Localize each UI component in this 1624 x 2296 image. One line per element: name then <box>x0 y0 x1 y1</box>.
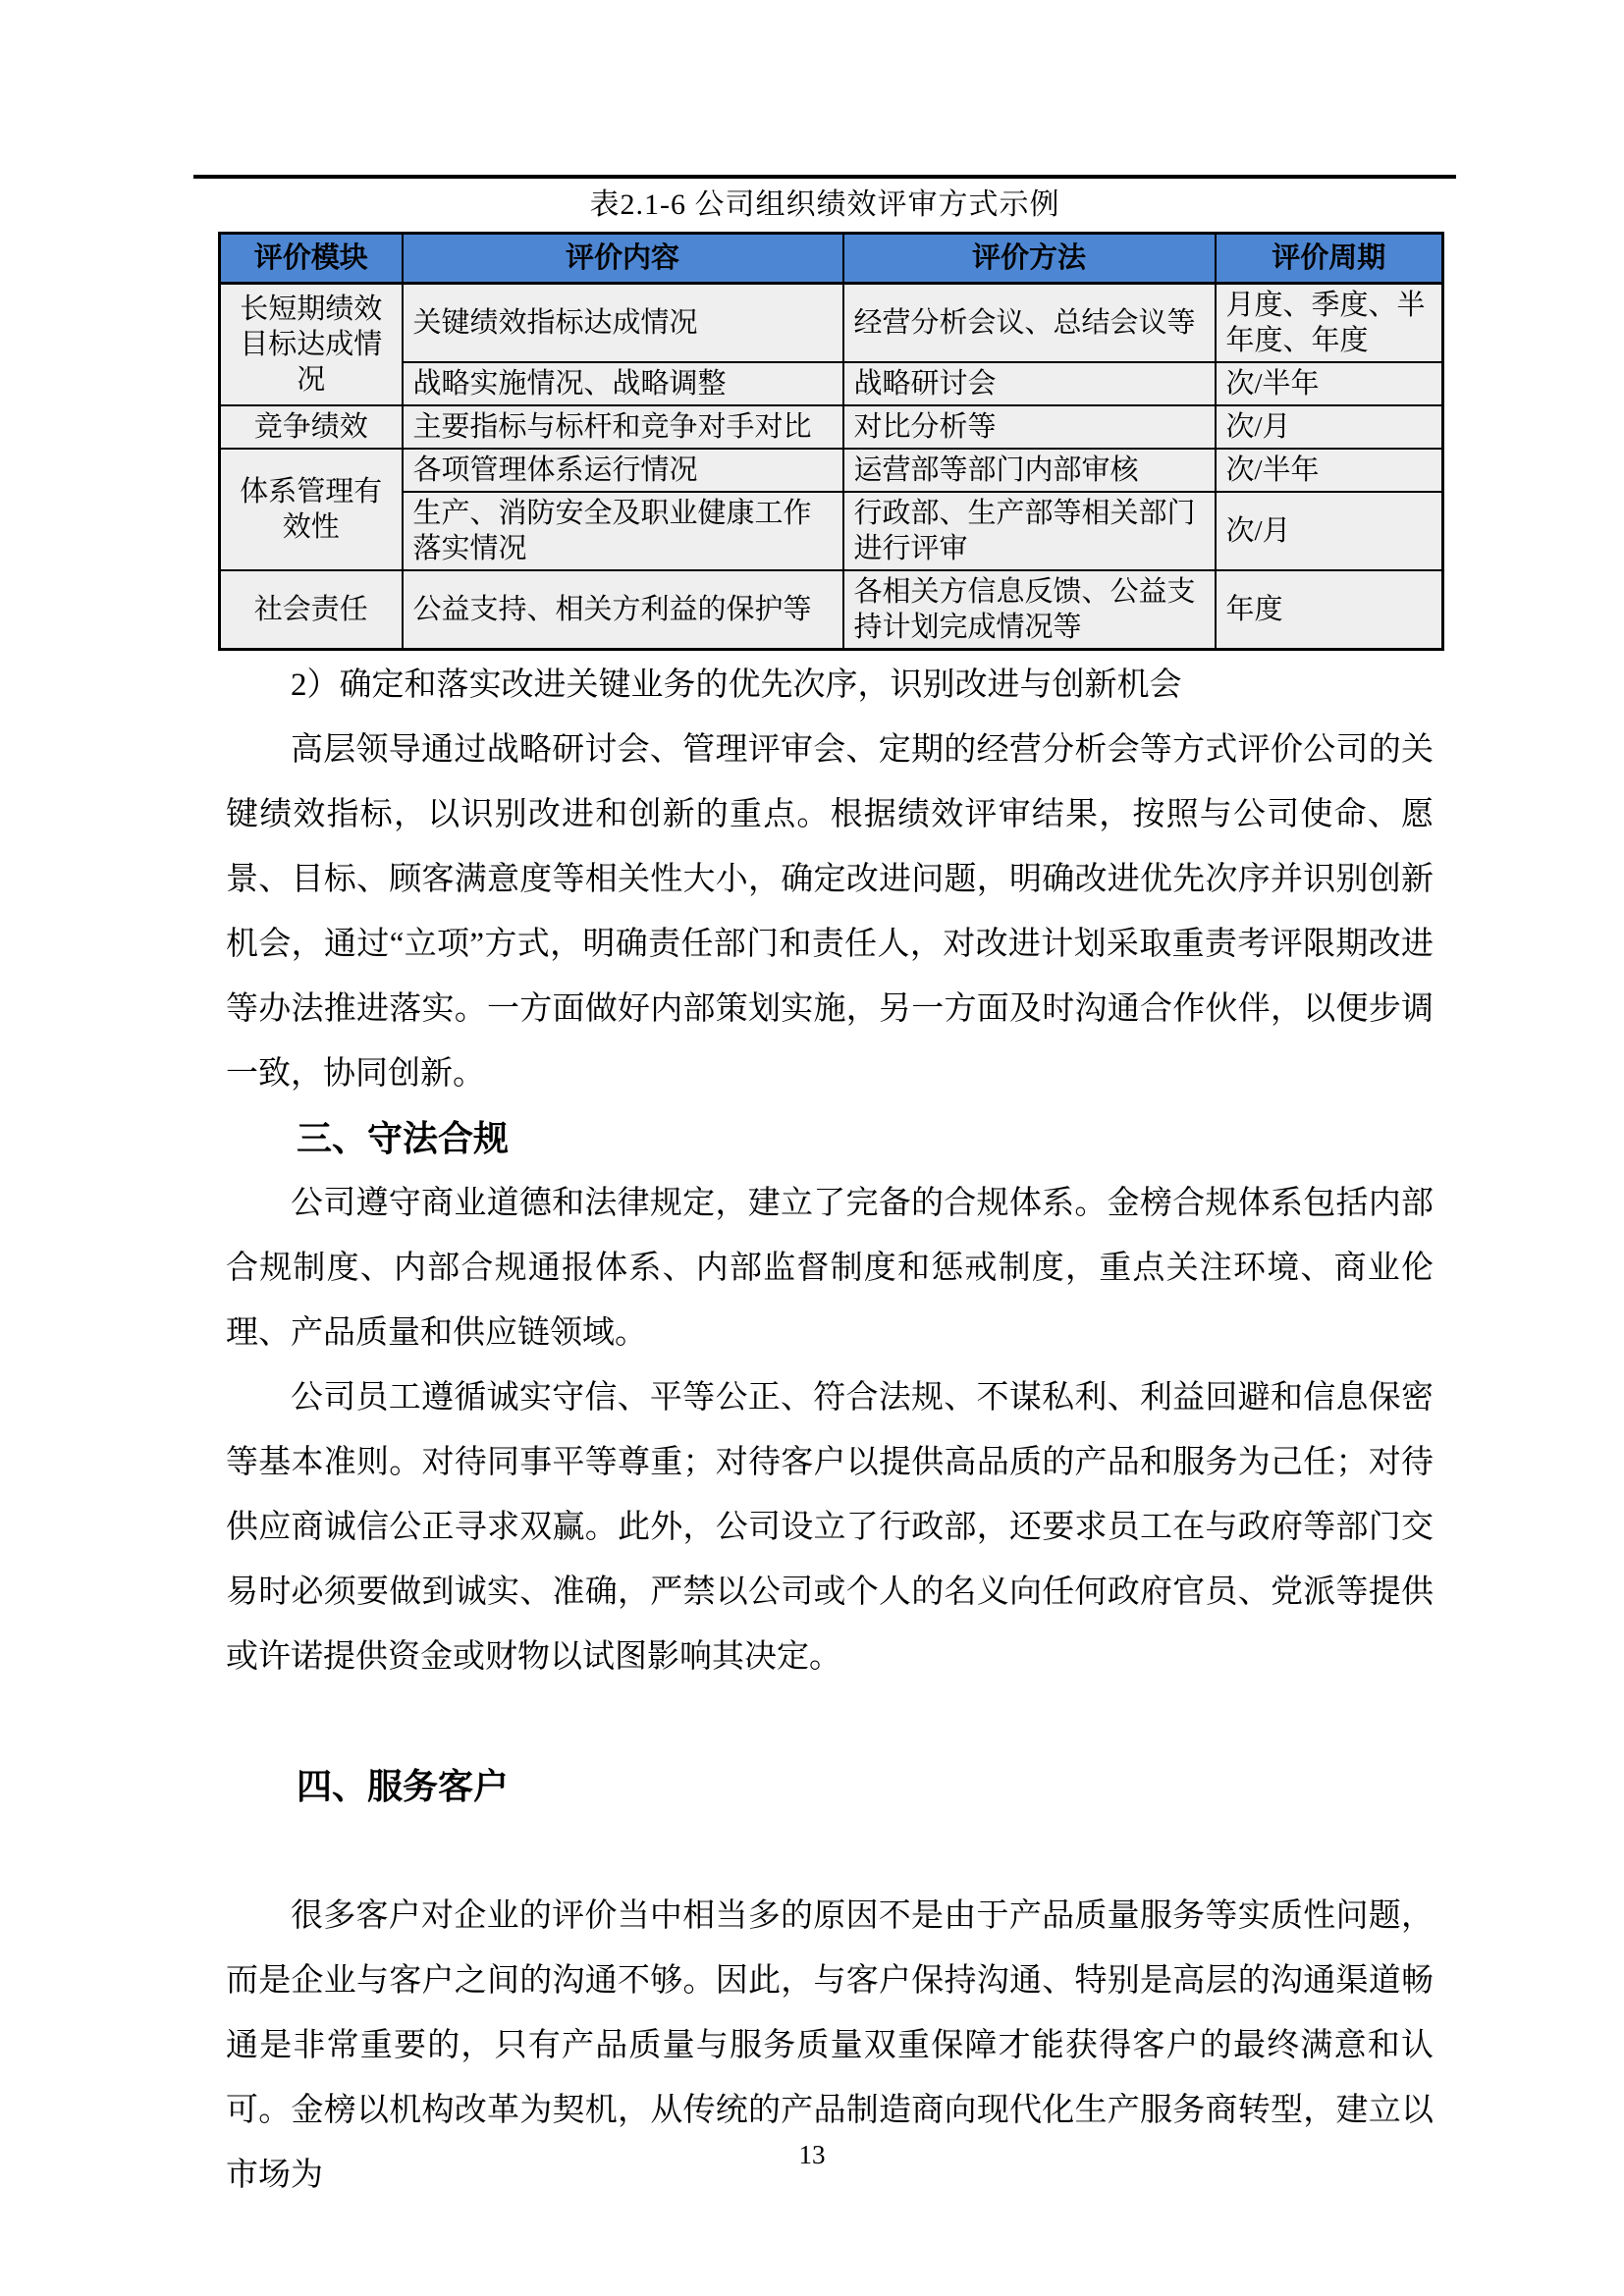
numbered-item: 2）确定和落实改进关键业务的优先次序，识别改进与创新机会 <box>291 667 1182 703</box>
table-row <box>220 405 1443 449</box>
paragraph-customer-service: 很多客户对企业的评价当中相当多的原因不是由于产品质量服务等实质性问题，而是企业与客户之间的沟通不够。因此，与客户保持沟通、特别是高层的沟通渠道畅通是非常重要的，只有产品质量与服务质量双重保障才能获得客户的最终满意和认可。金榜以机构改革为契机，从传统的产品制造商向现代化生产服务商转型，建立以市场为 <box>226 1898 1434 2193</box>
table-cell-content: 各项管理体系运行情况 <box>403 449 843 492</box>
table-cell-content: 主要指标与标杆和竞争对手对比 <box>403 405 843 449</box>
paragraph-improvement: 高层领导通过战略研讨会、管理评审会、定期的经营分析会等方式评价公司的关键绩效指标，以识别改进和创新的重点。根据绩效评审结果，按照与公司使命、愿景、目标、顾客满意度等相关性大小，确定改进问题，明确改进优先次序并识别创新机会，通过“立项”方式，明确责任部门和责任人，对改进计划采取重责考评限期改进等办法推进落实。一方面做好内部策划实施，另一方面及时沟通合作伙伴，以便步调一致，协同创新。 <box>226 732 1434 1092</box>
table-cell-content: 关键绩效指标达成情况 <box>403 284 843 363</box>
table-header-row <box>220 234 1443 284</box>
table-cell-cycle: 月度、季度、半年度、年度 <box>1216 284 1443 363</box>
table-cell-cycle: 次/半年 <box>1216 449 1443 492</box>
table-cell-method: 运营部等部门内部审核 <box>843 449 1216 492</box>
table-cell-cycle: 年度 <box>1216 570 1443 650</box>
table-cell-module: 竞争绩效 <box>220 405 403 449</box>
paragraph-compliance-2: 公司员工遵循诚实守信、平等公正、符合法规、不谋私利、利益回避和信息保密等基本准则。对待同事平等尊重；对待客户以提供高品质的产品和服务为己任；对待供应商诚信公正寻求双赢。此外，公司设立了行政部，还要求员工在与政府等部门交易时必须要做到诚实、准确，严禁以公司或个人的名义向任何政府官员、党派等提供或许诺提供资金或财物以试图影响其决定。 <box>226 1380 1434 1675</box>
table-header-cell: 评价内容 <box>403 234 843 284</box>
table-cell-method: 战略研讨会 <box>843 362 1216 405</box>
table-row <box>220 492 1443 570</box>
header-rule <box>193 175 1456 179</box>
table-row <box>220 570 1443 650</box>
table-cell-method: 行政部、生产部等相关部门进行评审 <box>843 492 1216 570</box>
table-cell-method: 对比分析等 <box>843 405 1216 449</box>
table-header-cell: 评价周期 <box>1216 234 1443 284</box>
table-caption: 表2.1-6 公司组织绩效评审方式示例 <box>589 188 1060 221</box>
table-cell-cycle: 次/月 <box>1216 492 1443 570</box>
table-cell-method: 经营分析会议、总结会议等 <box>843 284 1216 363</box>
table-cell-content: 战略实施情况、战略调整 <box>403 362 843 405</box>
table-header-cell: 评价方法 <box>843 234 1216 284</box>
table-row <box>220 284 1443 363</box>
table-cell-content: 生产、消防安全及职业健康工作落实情况 <box>403 492 843 570</box>
table-cell-module: 体系管理有效性 <box>220 449 403 570</box>
page-number: 13 <box>798 2140 826 2169</box>
body-text <box>226 653 1434 2208</box>
table-row <box>220 449 1443 492</box>
table-cell-cycle: 次/月 <box>1216 405 1443 449</box>
section-heading-customer-service: 四、服务客户 <box>297 1766 510 1806</box>
section-heading-compliance: 三、守法合规 <box>297 1118 510 1158</box>
table-cell-cycle: 次/半年 <box>1216 362 1443 405</box>
table-row <box>220 362 1443 405</box>
table-cell-method: 各相关方信息反馈、公益支持计划完成情况等 <box>843 570 1216 650</box>
review-table <box>218 232 1444 651</box>
table-header-cell: 评价模块 <box>220 234 403 284</box>
table-cell-module: 社会责任 <box>220 570 403 650</box>
paragraph-compliance-1: 公司遵守商业道德和法律规定，建立了完备的合规体系。金榜合规体系包括内部合规制度、内部合规通报体系、内部监督制度和惩戒制度，重点关注环境、商业伦理、产品质量和供应链领域。 <box>226 1186 1434 1351</box>
table-cell-module: 长短期绩效目标达成情况 <box>220 284 403 406</box>
table-cell-content: 公益支持、相关方利益的保护等 <box>403 570 843 650</box>
